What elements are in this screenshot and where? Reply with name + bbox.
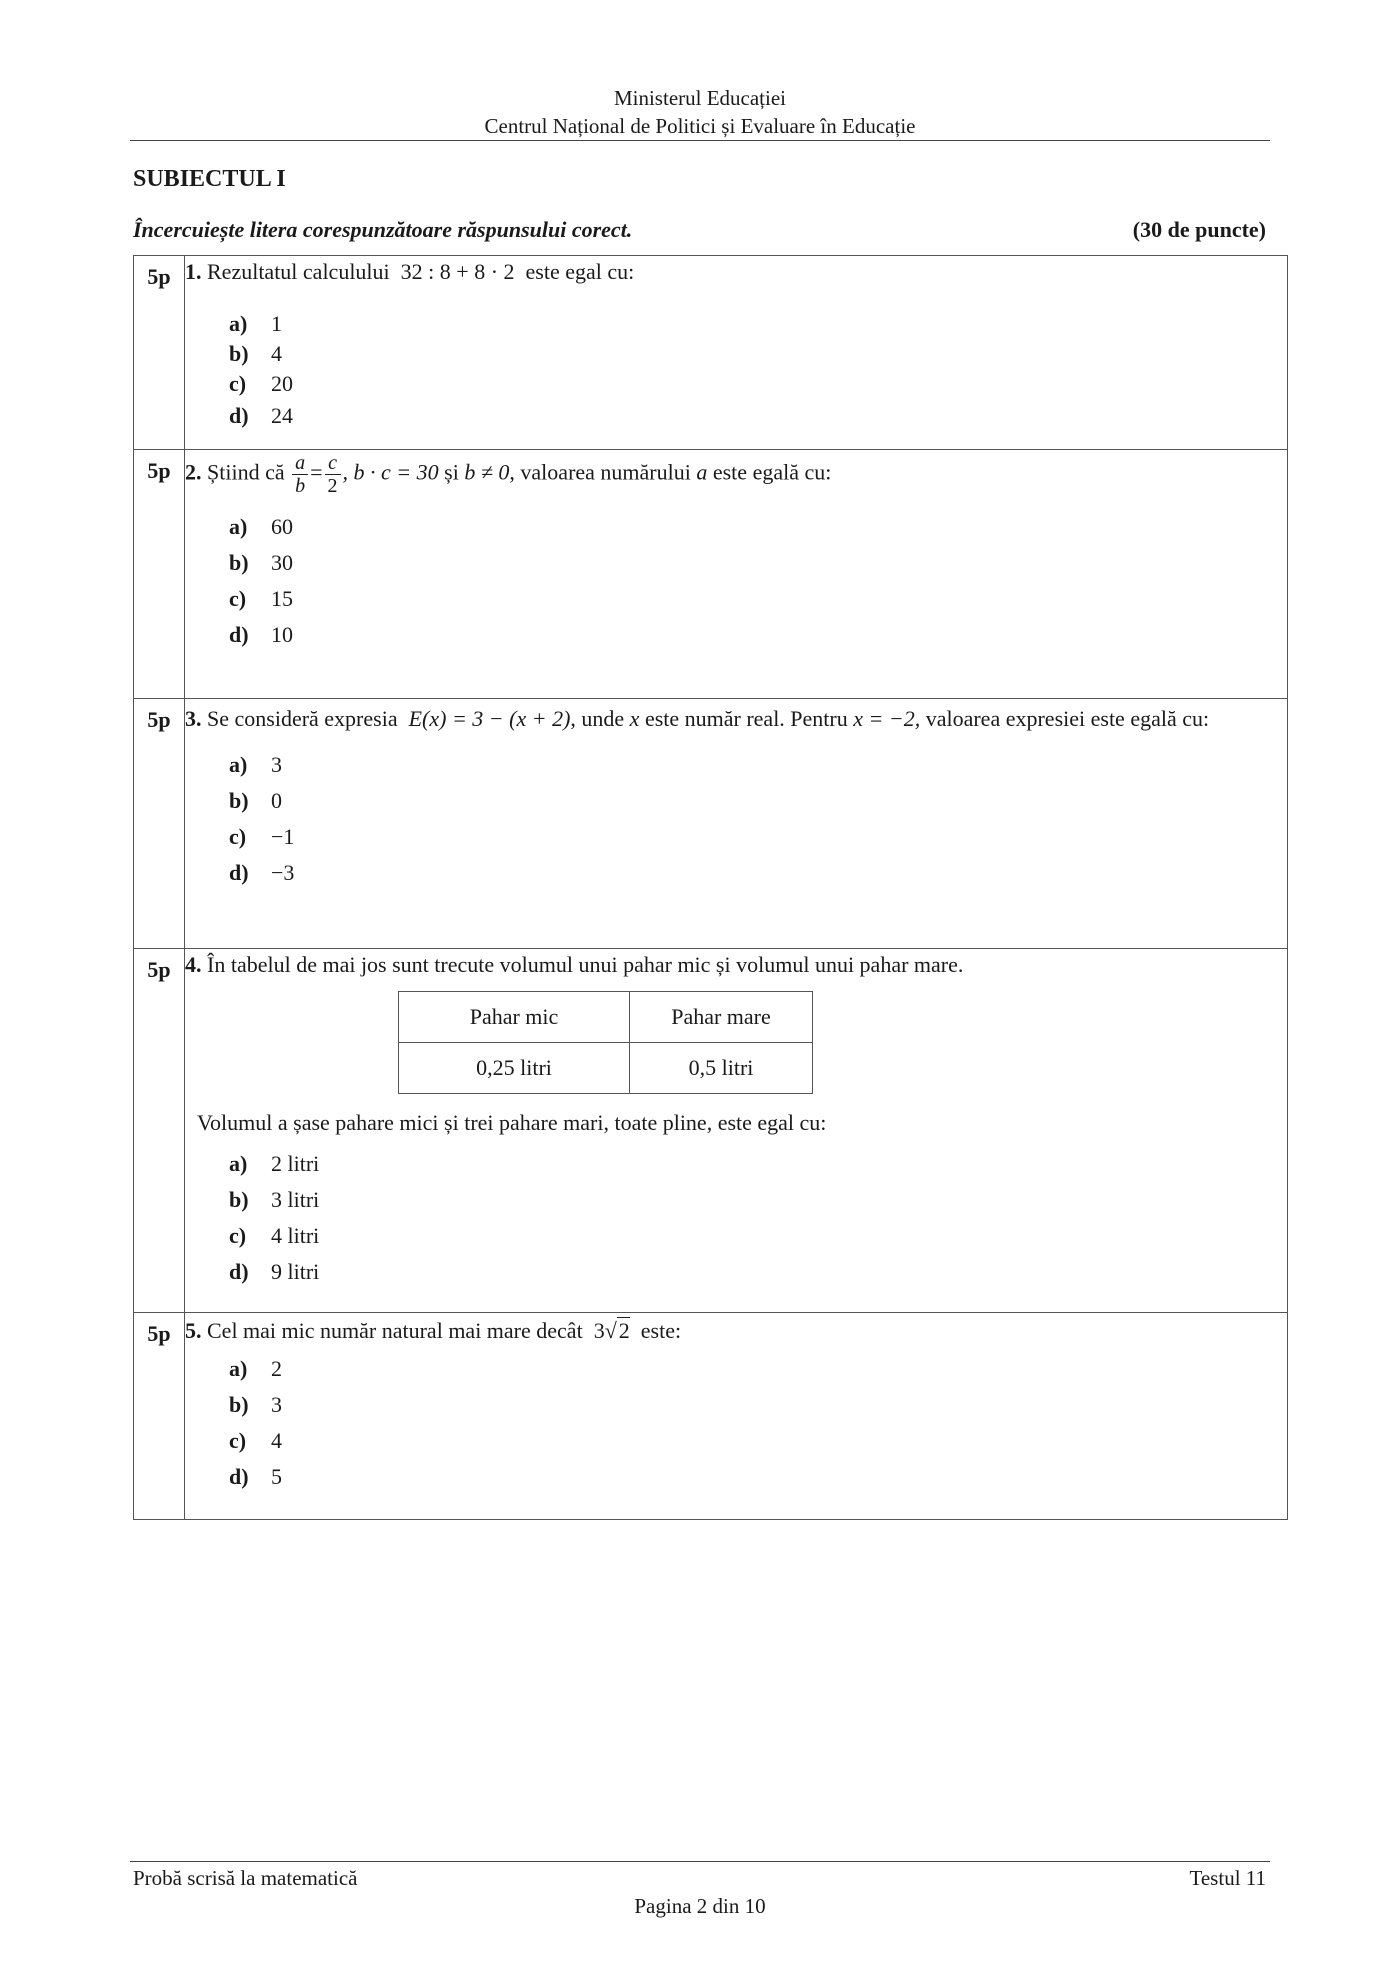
- question-points: 5p: [134, 450, 185, 699]
- question-row: [134, 949, 1288, 1313]
- page-header: [130, 84, 1270, 140]
- question-cell: [185, 699, 1288, 949]
- option[interactable]: a) 2 litri: [229, 1151, 320, 1176]
- question-text: 5. Cel mai mic număr natural mai mare decât 3√2 este:: [185, 1318, 682, 1343]
- option[interactable]: d) 24: [229, 403, 293, 428]
- option[interactable]: c) 15: [229, 586, 293, 611]
- option[interactable]: d) −3: [229, 860, 295, 885]
- options-list: [229, 747, 1287, 891]
- fraction: $\frac{c}{2}$: [325, 452, 341, 497]
- question-followup: Volumul a șase pahare mici și trei pahare mari, toate pline, este egal cu:: [197, 1110, 827, 1135]
- instruction: Încercuiește litera corespunzătoare răspunsului corect.: [133, 217, 633, 242]
- options-list: [229, 308, 1287, 432]
- question-cell: [185, 1313, 1288, 1520]
- question-row: [134, 699, 1288, 949]
- question-text: 1. Rezultatul calculului 32 : 8 + 8 · 2 este egal cu:: [185, 259, 635, 284]
- question-text: 4. În tabelul de mai jos sunt trecute volumul unui pahar mic și volumul unui pahar mare.: [185, 952, 964, 977]
- question-cell: [185, 450, 1288, 699]
- math-expression: E(x) = 3 − (x + 2): [408, 706, 571, 731]
- math-expression: 32 : 8 + 8 · 2: [400, 259, 515, 284]
- square-root-expression: 3√2: [593, 1318, 630, 1343]
- fraction: $\frac{a}{b}$: [292, 452, 308, 497]
- questions-table: [133, 255, 1288, 1520]
- options-list: [229, 1146, 1287, 1290]
- option[interactable]: c) 20: [229, 371, 293, 396]
- question-points: 5p: [134, 256, 185, 450]
- table-header: Pahar mare: [630, 992, 813, 1043]
- table-header: Pahar mic: [399, 992, 630, 1043]
- header-divider: [130, 140, 1270, 141]
- question-cell: [185, 949, 1288, 1313]
- option[interactable]: b) 0: [229, 788, 282, 813]
- header-center: Centrul Național de Politici și Evaluare în Educație: [484, 114, 916, 138]
- option[interactable]: d) 9 litri: [229, 1259, 320, 1284]
- table-cell: 0,25 litri: [399, 1043, 630, 1094]
- question-text: 3. Se consideră expresia E(x) = 3 − (x + 2), unde x este număr real. Pentru x = −2, valoarea expresiei este egală cu:: [185, 706, 1210, 731]
- table-cell: 0,5 litri: [630, 1043, 813, 1094]
- footer-divider: [130, 1861, 1270, 1862]
- question-row: [134, 1313, 1288, 1520]
- question-row: [134, 256, 1288, 450]
- option[interactable]: a) 3: [229, 752, 282, 777]
- option[interactable]: d) 5: [229, 1464, 282, 1489]
- footer-exam-name: Probă scrisă la matematică: [133, 1866, 358, 1890]
- question-points: 5p: [134, 949, 185, 1313]
- options-list: [229, 1351, 1287, 1495]
- option[interactable]: c) 4 litri: [229, 1223, 320, 1248]
- header-ministry: Ministerul Educației: [613, 86, 787, 110]
- footer-page-number: Pagina 2 din 10: [634, 1894, 766, 1918]
- option[interactable]: c) −1: [229, 824, 295, 849]
- option[interactable]: d) 10: [229, 622, 293, 647]
- question-text: 2. Știind că $\frac{a}{b}$ = $\frac{c}{2}$ , b · c = 30 și b ≠ 0, valoarea numărului a este egală cu:: [185, 452, 832, 497]
- total-points: (30 de puncte): [1132, 217, 1266, 242]
- question-points: 5p: [134, 1313, 185, 1520]
- footer-test-number: Testul 11: [1189, 1866, 1266, 1890]
- option[interactable]: b) 4: [229, 341, 282, 366]
- volume-table: [398, 991, 813, 1094]
- subject-title: SUBIECTUL I: [133, 166, 286, 192]
- option[interactable]: c) 4: [229, 1428, 282, 1453]
- option[interactable]: a) 2: [229, 1356, 282, 1381]
- option[interactable]: a) 1: [229, 311, 282, 336]
- options-list: [229, 509, 1287, 653]
- question-row: [134, 450, 1288, 699]
- option[interactable]: a) 60: [229, 514, 293, 539]
- question-points: 5p: [134, 699, 185, 949]
- option[interactable]: b) 3: [229, 1392, 282, 1417]
- option[interactable]: b) 30: [229, 550, 293, 575]
- option[interactable]: b) 3 litri: [229, 1187, 320, 1212]
- question-cell: [185, 256, 1288, 450]
